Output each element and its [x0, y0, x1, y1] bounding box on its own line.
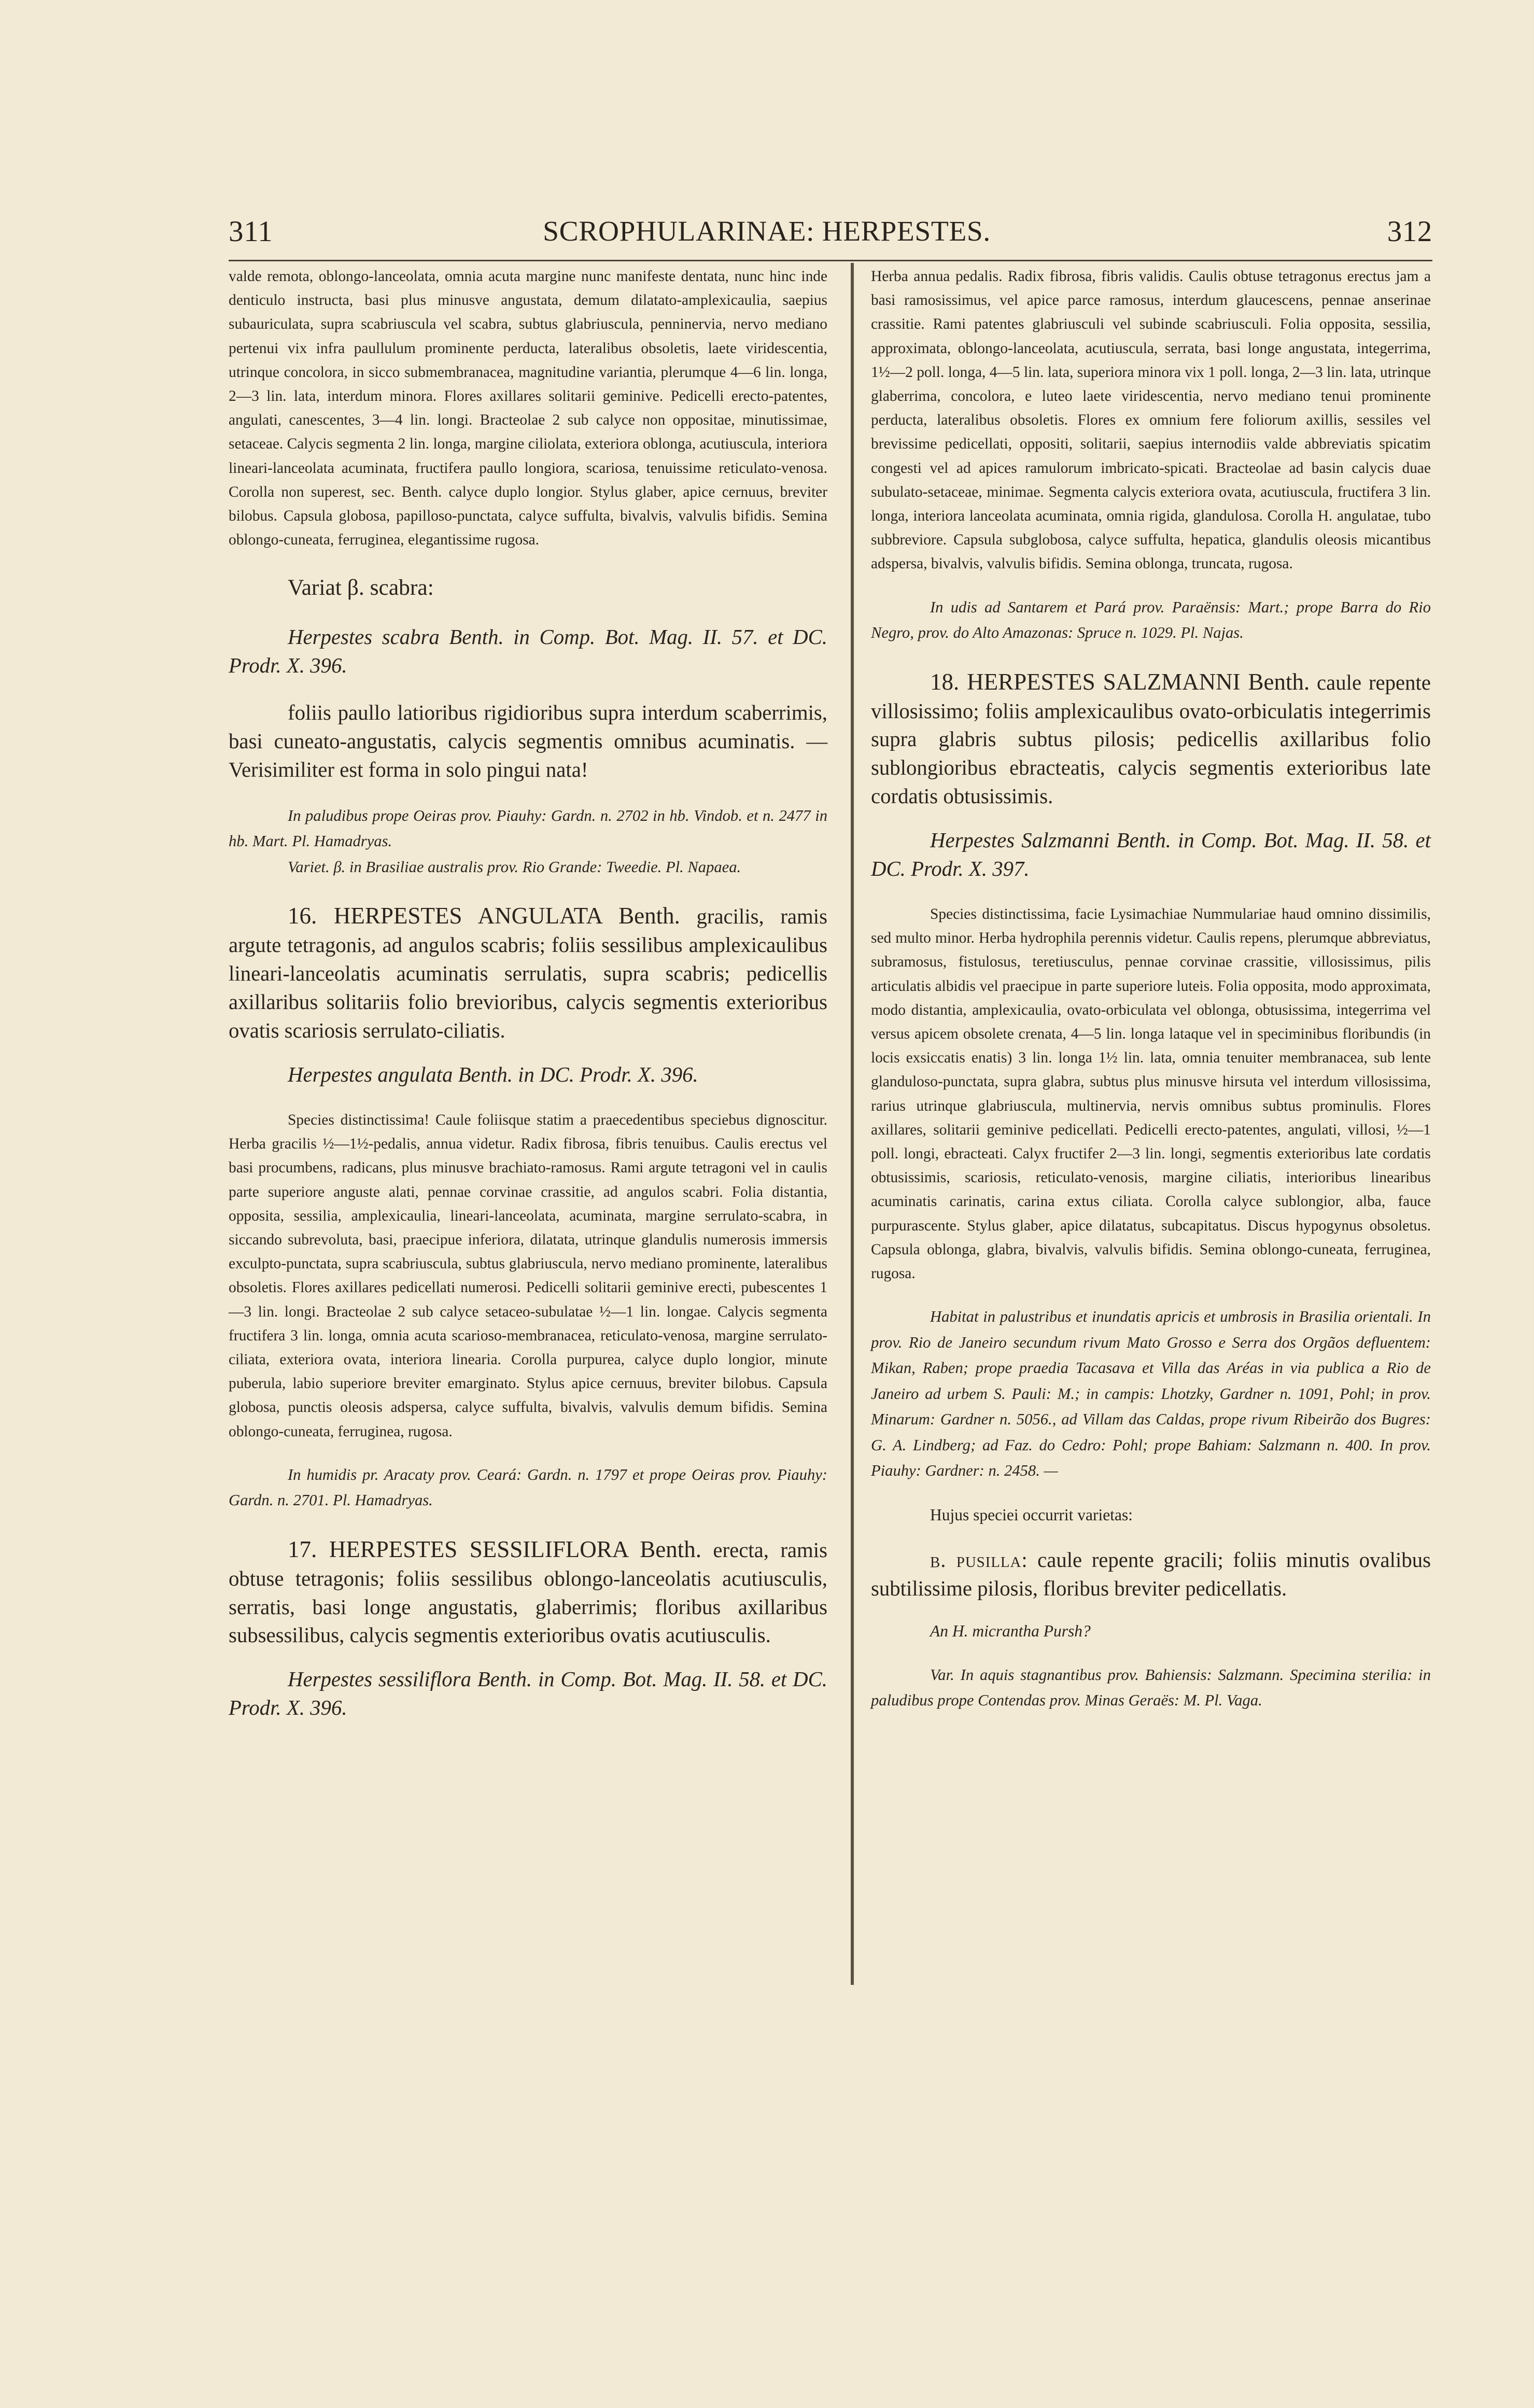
column-divider [851, 263, 854, 1985]
species-17-diagnosis [229, 1535, 827, 1650]
synonym-citation: Herpestes scabra Benth. in Comp. Bot. Mag. II. 57. et DC. Prodr. X. 396. [229, 625, 827, 678]
species-18-heading: 18. HERPESTES SALZMANNI Benth. [930, 668, 1310, 695]
species-16-diagnosis [229, 902, 827, 1045]
variety-pusilla [871, 1546, 1431, 1603]
locality-text: In paludibus prope Oeiras prov. Piauhy: Gardn. n. 2702 in hb. Vindob. et n. 2477 in hb. Mart. Pl. Hamadryas. [229, 806, 827, 850]
variety-pusilla-locality: Var. In aquis stagnantibus prov. Bahiensis: Salzmann. Specimina sterilia: in paludibus prope Contendas prov. Minas Geraës: M. Pl. Vaga. [871, 1665, 1431, 1710]
page-number-right: 312 [1387, 215, 1432, 248]
species-16-heading: 16. HERPESTES ANGULATA Benth. [288, 903, 680, 929]
variety-intro: Hujus speciei occurrit varietas: [930, 1505, 1133, 1524]
variety-pusilla-diagnosis: caule repente gracili; foliis minutis ovalibus subtilissime pilosis, floribus breviter pedicellatis. [871, 1548, 1431, 1600]
variety-heading: Variat β. scabra: [288, 575, 434, 600]
species-16-citation: Herpestes angulata Benth. in DC. Prodr. X. 396. [288, 1063, 698, 1086]
species-17-citation: Herpestes sessiliflora Benth. in Comp. Bot. Mag. II. 58. et DC. Prodr. X. 396. [229, 1668, 827, 1720]
species-18-habitat: Habitat in palustribus et inundatis apricis et umbrosis in Brasilia orientali. In prov. Rio de Janeiro secundum rivum Mato Grosso e Serra dos Orgãos defluentem: Mikan, Raben; prope praedia Tacasava et Villa das Aréas in via publica a Rio de Janeiro ad urbem S. Pauli: M.; in campis: Lhotzky, Gardner n. 1091, Pohl; in prov. Minarum: Gardner n. 5056., ad Villam das Caldas, prope rivum Ribeirão dos Bugres: G. A. Lindberg; ad Faz. do Cedro: Pohl; prope Bahiam: Salzmann n. 400. In prov. Piauhy: Gardner: n. 2458. — [871, 1308, 1431, 1480]
page-number-left: 311 [229, 215, 273, 248]
running-title: SCROPHULARINAE: HERPESTES. [543, 216, 991, 247]
species-17-diagnosis-text: erecta, ramis obtuse tetragonis; foliis sessilibus oblongo-lanceolatis acutiusculis, serratis, basi longe angustatis, glaberrimis; floribus axillaribus subsessilibus, calycis segmentis exterioribus ovatis acutiusculis. [229, 1538, 827, 1647]
running-header [0, 215, 1533, 249]
species-18-diagnosis-text: caule repente villosissimo; foliis amplexicaulibus ovato-orbiculatis integerrimis supra glabris subtus pilosis; pedicellis axillaribus folio sublongioribus ebracteatis, calycis segmentis exterioribus late cordatis obtusissimis. [871, 670, 1431, 808]
synonym-query [871, 1619, 1431, 1644]
synonym-query-text: An H. micrantha Pursh? [930, 1621, 1091, 1640]
variety-pusilla-heading: β. pusilla: [930, 1548, 1028, 1572]
species-17-locality: In udis ad Santarem et Pará prov. Paraënsis: Mart.; prope Barra do Rio Negro, prov. do Alto Amazonas: Spruce n. 1029. Pl. Najas. [871, 598, 1431, 642]
species-17-heading: 17. HERPESTES SESSILIFLORA Benth. [288, 1536, 701, 1562]
species-16-locality: In humidis pr. Aracaty prov. Ceará: Gardn. n. 1797 et prope Oeiras prov. Piauhy: Gardn. n. 2701. Pl. Hamadryas. [229, 1465, 827, 1509]
species-16-description: Species distinctissima! Caule foliisque statim a praecedentibus speciebus dignoscitur. Herba gracilis ½—1½-pedalis, annua videtur. Radix fibrosa, fibris tenuibus. Caulis erectus vel basi procumbens, radicans, plus minusve brachiato-ramosus. Rami argute tetragoni vel in caulis parte superiore anguste alati, pennae corvinae crassitie, ad angulos scabri. Folia distantia, opposita, sessilia, amplexicaulia, lineari-lanceolata, acuminata, margine serrulato-scabra, in siccando subrevoluta, basi, praecipue inferiora, dilatata, utrinque glandulis numerosis immersis exculpto-punctata, supra scabriuscula, subtus glabriuscula, nervo mediano prominente, lateralibus obsoletis. Flores axillares pedicellati numerosi. Pedicelli solitarii geminive erecti, pubescentes 1—3 lin. longi. Bracteolae 2 sub calyce setaceo-subulatae ½—1 lin. longae. Calycis segmenta fructifera 3 lin. longa, omnia acuta scarioso-membranacea, reticulato-venosa, margine serrulato-ciliata, exteriora ovata, interiora linearia. Corolla purpurea, calyce duplo longior, minute puberula, labio superiore breviter emarginato. Stylus apice cernuus, breviter bilobus. Capsula globosa, punctis oleosis adspersa, calyce suffulta, bivalvis, valvulis demum bifidis. Semina oblongo-cuneata, ferruginea, rugosa. [229, 1111, 827, 1440]
species-18-description: Species distinctissima, facie Lysimachiae Nummulariae haud omnino dissimilis, sed multo minor. Herba hydrophila perennis videtur. Caulis repens, plerumque abbreviatus, subramosus, fistulosus, teretiusculus, pennae corvinae crassitie, villosissimus, pilis articulatis albidis vel praecipue in parte superiore luteis. Folia opposita, modo approximata, modo distantia, amplexicaulia, ovato-orbiculata vel oblonga, obtusissima, integerrima vel versus apicem obsolete crenata, 4—5 lin. longa lataque vel in speciminibus floribundis (in locis exsiccatis enatis) 3 lin. longa 1½ lin. lata, omnia tenuiter membranacea, sub lente glanduloso-punctata, supra glabra, subtus plus minusve hirsuta vel interdum villosissima, rarius utrinque glabriuscula, multinervia, nervis omnibus subtus prominulis. Flores axillares, solitarii geminive pedicellati. Pedicelli erecto-patentes, angulati, villosi, ½—1 poll. longi, ebracteati. Calyx fructifer 2—3 lin. longi, segmentis exterioribus late cordatis obtusissimis, scariosis, reticulato-venosis, margine ciliatis, interioribus linearibus acuminatis carinatis, carina extus ciliata. Corolla calyce sublongior, alba, fauce purpurascente. Stylus glaber, apice dilatatus, subcapitatus. Discus hypogynus obsoletus. Capsula oblonga, glabra, bivalvis, valvulis bifidis. Semina oblongo-cuneata, ferruginea, rugosa. [871, 905, 1431, 1282]
left-column [229, 264, 827, 1723]
species-17-description: Herba annua pedalis. Radix fibrosa, fibris validis. Caulis obtuse tetragonus erectus jam a basi ramosissimus, vel apice parce ramosus, interdum glaucescens, pennae anserinae crassitie. Rami patentes glabriusculi vel subinde scabriusculi. Folia opposita, sessilia, approximata, oblongo-lanceolata, acutiuscula, serrata, basi longe angustata, integerrima, 1½—2 poll. longa, 4—5 lin. lata, superiora minora vix 1 poll. longa, 2—3 lin. lata, utrinque glaberrima, concolora, e luteo laete viridescentia, nervo mediano tenui prominente perducta, lateralibus obsoletis. Flores ex omnium fere foliorum axillis, sessiles vel brevissime pedicellati, oppositi, solitarii, saepius internodiis valde abbreviatis spicatim congesti vel ad apices ramulorum imbricato-spicati. Bracteolae ad basin calycis duae subulato-setaceae, minimae. Segmenta calycis exteriora ovata, acutiuscula, fructifera 3 lin. longa, interiora lanceolata acuminata, omnia rigida, glandulosa. Corolla H. angulatae, tubo subbreviore. Capsula subglobosa, calyce suffulta, hepatica, glandulis oleosis micantibus adspersa, bivalvis, valvulis bifidis. Semina oblonga, truncata, rugosa. [871, 268, 1431, 572]
species-18-diagnosis [871, 668, 1431, 811]
species-18-citation: Herpestes Salzmanni Benth. in Comp. Bot. Mag. II. 58. et DC. Prodr. X. 397. [871, 829, 1431, 881]
species-16-diagnosis-text: gracilis, ramis argute tetragonis, ad angulos scabris; foliis sessilibus amplexicaulibus lineari-lanceolatis acuminatis serrulatis, supra scabris; pedicellis axillaribus solitariis folio brevioribus, calycis segmentis exterioribus ovatis scariosis serrulato-ciliatis. [229, 905, 827, 1043]
header-rule [229, 260, 1432, 261]
right-column [871, 264, 1431, 1714]
variety-description: foliis paullo latioribus rigidioribus supra interdum scaberrimis, basi cuneato-angustatis, calycis segmentis omnibus acuminatis. — Verisimiliter est forma in solo pingui nata! [229, 701, 827, 782]
description-continued: valde remota, oblongo-lanceolata, omnia acuta margine nunc manifeste dentata, nunc hinc inde denticulo instructa, basi plus minusve angustata, demum dilatato-amplexicaulia, saepius subauriculata, supra scabriuscula vel scabra, subtus glabriuscula, penninervia, nervo mediano pertenui vix infra paullulum prominente perducta, lateralibus obsoletis, laete viridescentia, utrinque concolora, in sicco submembranacea, magnitudine variantia, plerumque 4—6 lin. longa, 2—3 lin. lata, interdum minora. Flores axillares solitarii geminive. Pedicelli erecto-patentes, angulati, canescentes, 3—4 lin. longi. Bracteolae 2 sub calyce non oppositae, minutissimae, setaceae. Calycis segmenta 2 lin. longa, margine ciliolata, exteriora oblonga, acutiuscula, interiora lineari-lanceolata acuminata, fructifera paullo longiora, scariosa, tenuissime reticulato-venosa. Corolla non superest, sec. Benth. calyce duplo longior. Stylus glaber, apice cernuus, breviter bilobus. Capsula globosa, papilloso-punctata, calyce suffulta, bivalvis, valvulis bifidis. Semina oblongo-cuneata, ferruginea, elegantissime rugosa. [229, 268, 827, 549]
variety-locality: Variet. β. in Brasiliae australis prov. Rio Grande: Tweedie. Pl. Napaea. [288, 858, 741, 876]
